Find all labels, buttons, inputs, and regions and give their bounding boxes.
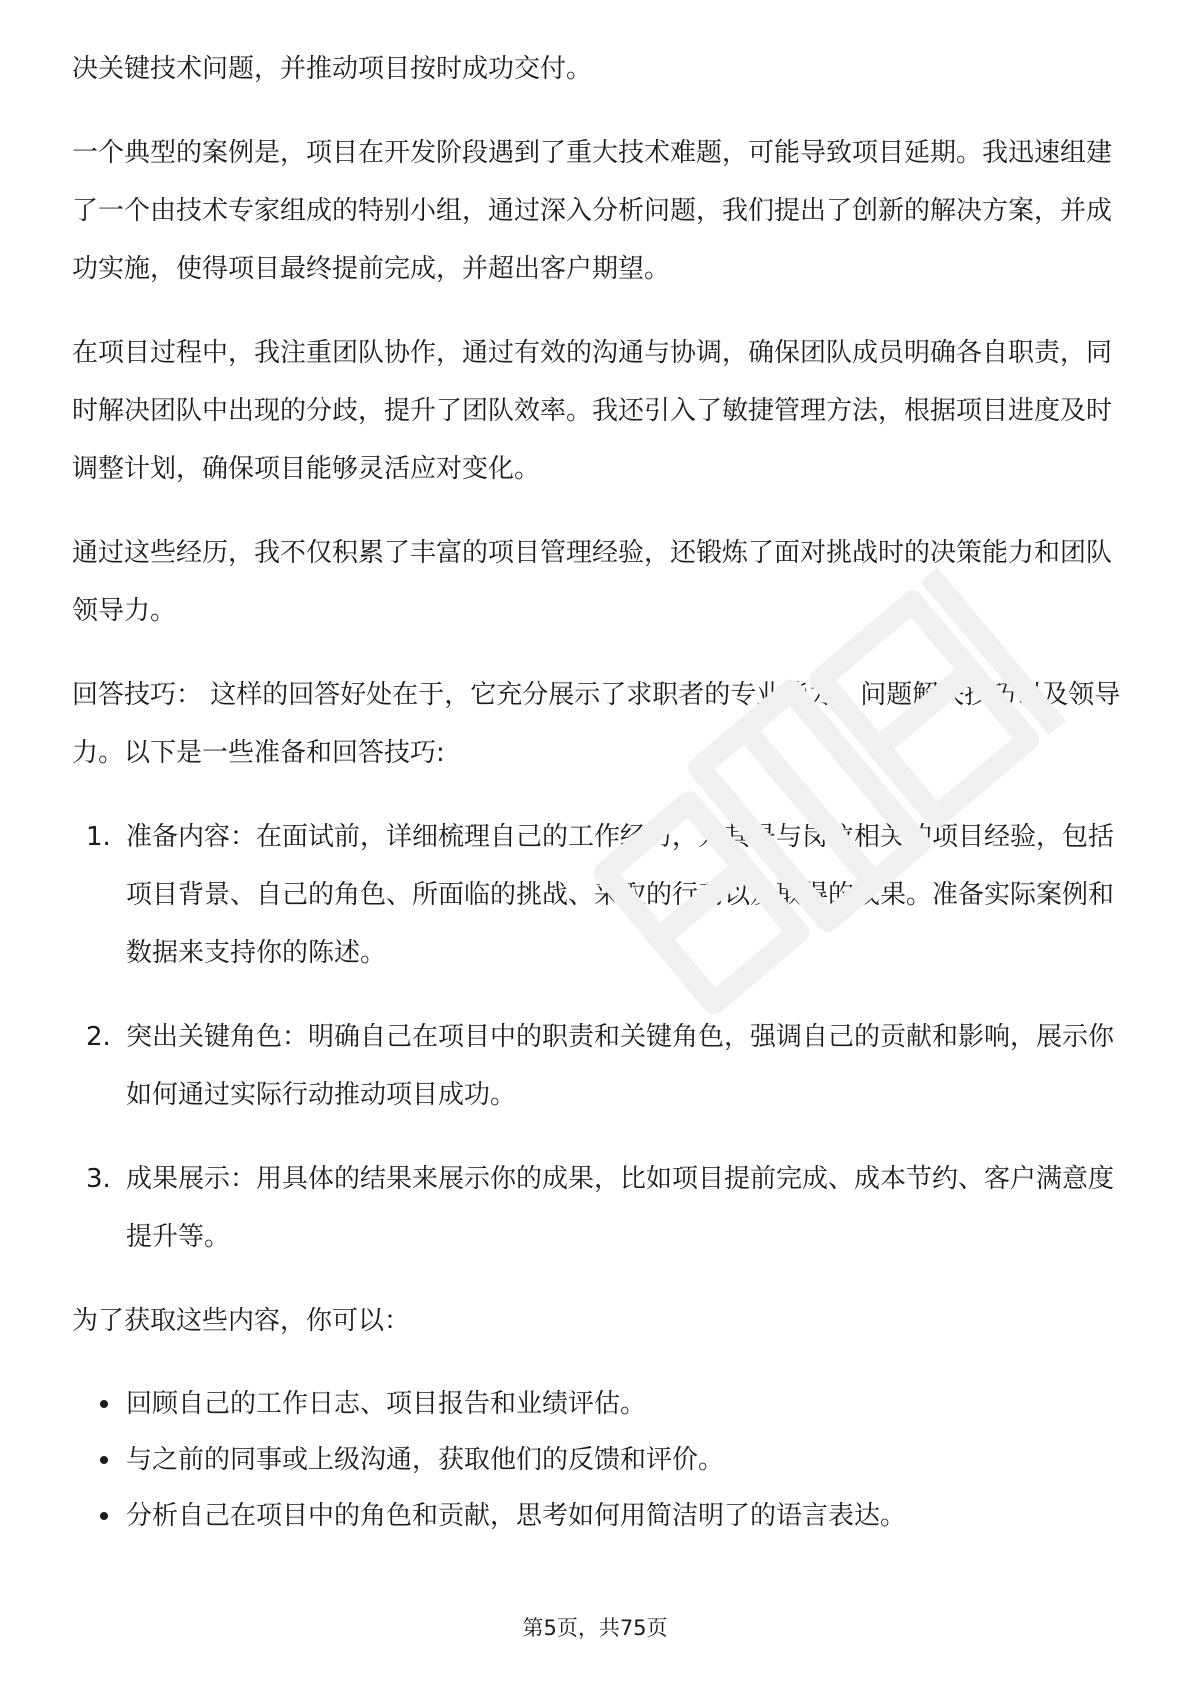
list-item <box>72 1008 1122 1124</box>
bullet-list <box>72 1376 1122 1544</box>
list-item <box>72 808 1122 982</box>
list-number: 3. <box>86 1164 111 1194</box>
paragraph-2: 一个典型的案例是，项目在开发阶段遇到了重大技术难题，可能导致项目延期。我迅速组建了一个由技术专家组成的特别小组，通过深入分析问题，我们提出了创新的解决方案，并成功实施，使得项目最终提前完成，并超出客户期望。 <box>72 138 1113 284</box>
bullet-text: 回顾自己的工作日志、项目报告和业绩评估。 <box>126 1389 647 1419</box>
list-item-text: 突出关键角色：明确自己在项目中的职责和关键角色，强调自己的贡献和影响，展示你如何通过实际行动推动项目成功。 <box>126 1022 1115 1110</box>
page-footer: 第5页，共75页 <box>522 1616 668 1640</box>
list-item-text: 成果展示：用具体的结果来展示你的成果，比如项目提前完成、成本节约、客户满意度提升等。 <box>126 1164 1115 1252</box>
bullet-dot-icon <box>100 1512 108 1520</box>
tips-numbered-list <box>72 808 1122 1266</box>
bullet-item <box>72 1376 1122 1432</box>
bullet-text: 分析自己在项目中的角色和贡献，思考如何用简洁明了的语言表达。 <box>126 1501 907 1531</box>
list-item-text: 准备内容：在面试前，详细梳理自己的工作经历，尤其是与岗位相关的项目经验，包括项目背景、自己的角色、所面临的挑战、采取的行动以及取得的成果。准备实际案例和数据来支持你的陈述。 <box>126 822 1115 968</box>
bullet-item <box>72 1432 1122 1488</box>
bullet-dot-icon <box>100 1456 108 1464</box>
paragraph-4: 通过这些经历，我不仅积累了丰富的项目管理经验，还锻炼了面对挑战时的决策能力和团队领导力。 <box>72 538 1113 626</box>
paragraph-3: 在项目过程中，我注重团队协作，通过有效的沟通与协调，确保团队成员明确各自职责，同时解决团队中出现的分歧，提升了团队效率。我还引入了敏捷管理方法，根据项目进度及时调整计划，确保项目能够灵活应对变化。 <box>72 338 1113 484</box>
bullet-item <box>72 1488 1122 1544</box>
bullet-text: 与之前的同事或上级沟通，获取他们的反馈和评价。 <box>126 1445 725 1475</box>
list-number: 2. <box>86 1022 111 1052</box>
bullet-dot-icon <box>100 1400 108 1408</box>
document-page <box>72 40 1122 1544</box>
paragraph-answer-tips: 回答技巧： 这样的回答好处在于，它充分展示了求职者的专业能力、问题解决技巧以及领导力。以下是一些准备和回答技巧: <box>72 680 1121 768</box>
paragraph-1: 决关键技术问题，并推动项目按时成功交付。 <box>72 54 593 84</box>
bullets-intro: 为了获取这些内容，你可以： <box>72 1306 411 1336</box>
list-item <box>72 1150 1122 1266</box>
list-number: 1. <box>86 822 111 852</box>
